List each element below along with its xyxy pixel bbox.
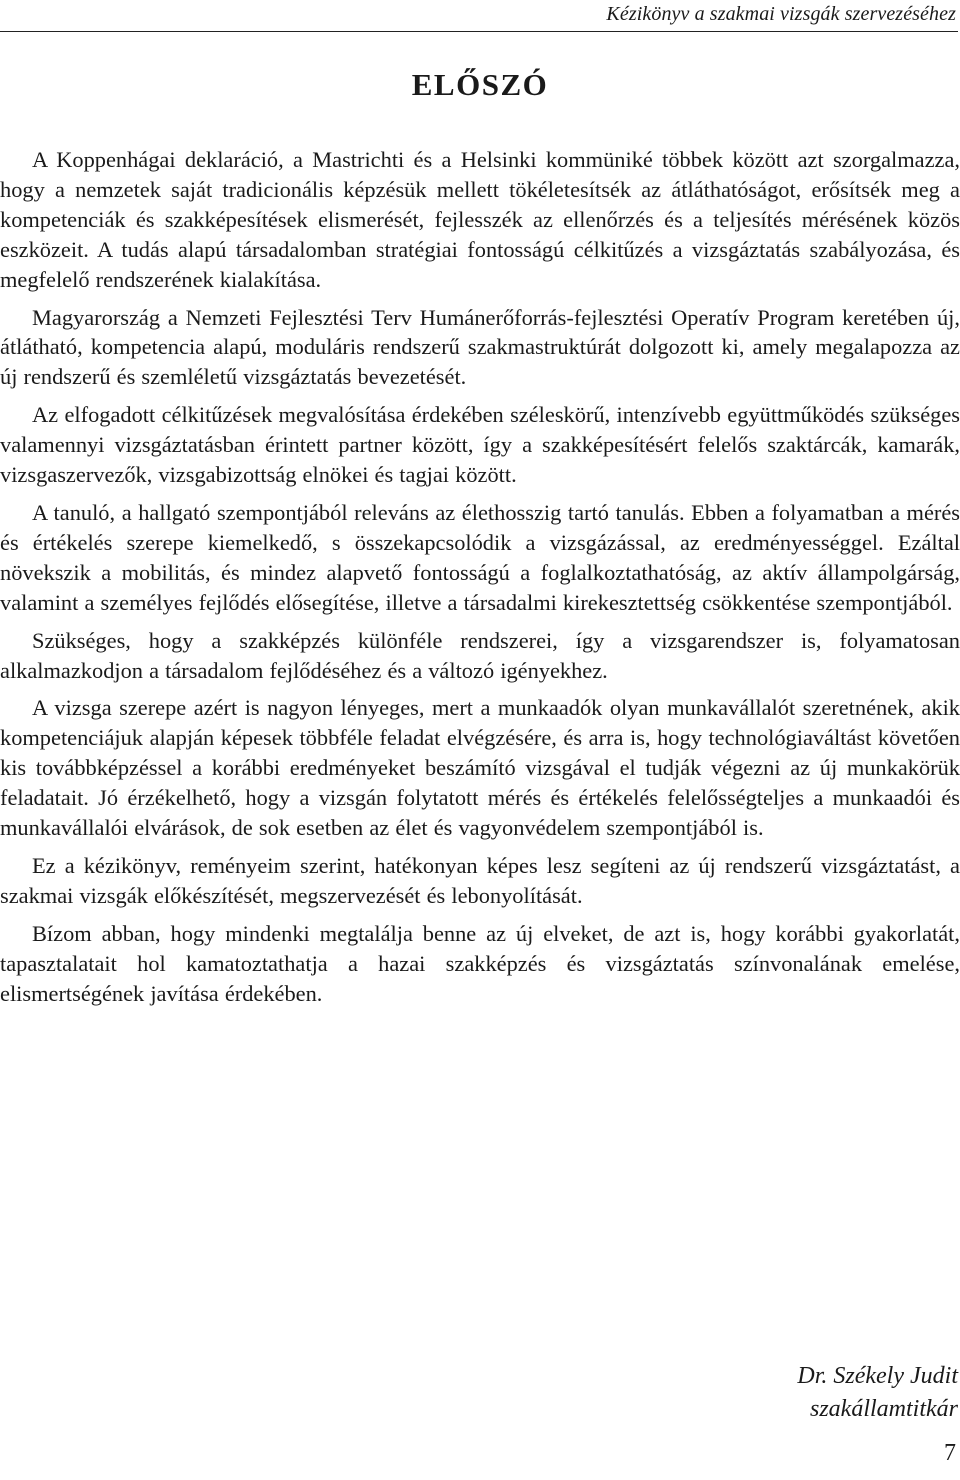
signature-name: Dr. Székely Judit [797,1363,958,1389]
page-title: ELŐSZÓ [411,67,549,102]
paragraph: A Koppenhágai deklaráció, a Mastrichti és a Helsinki kommüniké többek között azt szorgalmazza, hogy a nemzetek saját tradicionális képzésük mellett tökéletesítsék az átláthatóságot, erősítsék meg a kompetenciák és szakképesítések elismerését, fejlesszék az ellenőrzés és a teljesítés mérésének közös eszközeit. A tudás alapú társadalomban stratégiai fontosságú célkitűzés a vizsgáztatás szabályozása, és megfelelő rendszerének kialakítása. [0,147,960,292]
paragraph: Bízom abban, hogy mindenki megtalálja benne az új elveket, de azt is, hogy korábbi gyakorlatát, tapasztalatait hol kamatoztathatja a hazai szakképzés és vizsgáztatás színvonalának emelése, elismertségének javítása érdekében. [0,920,960,1006]
signature-role: szakállamtitkár [810,1396,958,1422]
body-text [0,145,960,1016]
paragraph: A vizsga szerepe azért is nagyon lényeges, mert a munkaadók olyan munkavállalót szeretnének, akik kompetenciájuk alapján képesek többféle feladat elvégzésére, és arra is, hogy technológiaváltást követően kis továbbképzéssel a korábbi eredményeket beszámító vizsgával el tudják végezni az új munkakörük feladatait. Jó érzékelhető, hogy a vizsgán folytatott mérés és értékelés felelősségteljes a munkaadói és munkavállalói elvárások, de sok esetben az élet és vagyonvédelem szempontjából is. [0,695,960,841]
paragraph: Magyarország a Nemzeti Fejlesztési Terv Humánerőforrás-fejlesztési Operatív Program keretében új, átlátható, kompetencia alapú, moduláris rendszerű szakmastruktúrát dolgozott ki, amely megalapozza az új rendszerű és szemléletű vizsgáztatás bevezetését. [0,304,960,390]
page-number: 7 [944,1440,956,1466]
paragraph: A tanuló, a hallgató szempontjából releváns az élethosszig tartó tanulás. Ebben a folyamatban a mérés és értékelés szerepe kiemelkedő, s összekapcsolódik a vizsgázással, az eredményességgel. Ezáltal növekszik a mobilitás, és mindez alapvető fontosságú a foglalkoztathatóság, az aktív állampolgárság, valamint a személyes fejlődés elősegítése, illetve a társadalmi kirekesztettség csökkentése szempontjából. [0,499,960,615]
running-header-title: Kézikönyv a szakmai vizsgák szervezéséhez [606,3,956,25]
paragraph: Ez a kézikönyv, reményeim szerint, hatékonyan képes lesz segíteni az új rendszerű vizsgáztatást, a szakmai vizsgák előkészítését, megszervezését és lebonyolítását. [0,852,960,908]
paragraph: Szükséges, hogy a szakképzés különféle rendszerei, így a vizsgarendszer is, folyamatosan alkalmazkodjon a társadalom fejlődéséhez és a változó igényekhez. [0,627,960,683]
signature-block [797,1360,958,1426]
running-header [0,0,958,32]
paragraph: Az elfogadott célkitűzések megvalósítása érdekében széleskörű, intenzívebb együttműködés szükséges valamennyi vizsgáztatásban érintett partner között, így a szakképesítésért felelős szaktárcák, kamarák, vizsgaszervezők, vizsgabizottság elnökei és tagjai között. [0,402,960,488]
